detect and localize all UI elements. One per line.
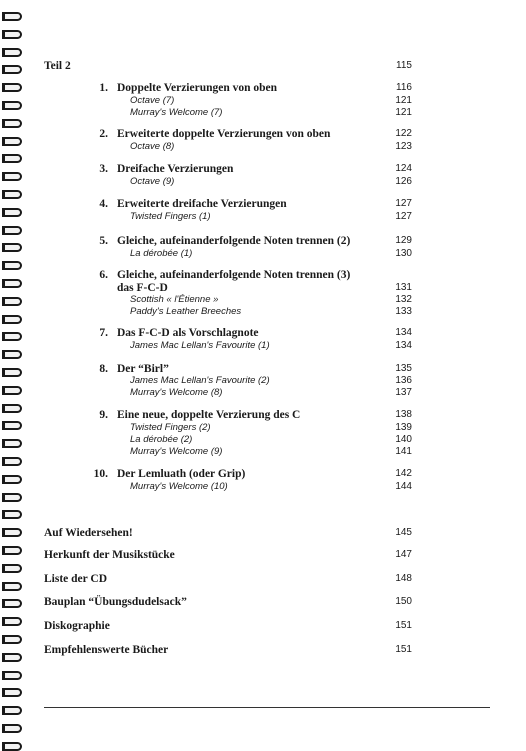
tune-entry [0, 294, 526, 306]
tune-title: La dérobée (2) [130, 434, 193, 445]
tune-page: 139 [395, 422, 412, 433]
tune-page: 123 [395, 141, 412, 152]
chapter-page: 138 [395, 409, 412, 420]
chapter-number: 2. [99, 128, 108, 140]
section-page: 151 [395, 620, 412, 631]
tune-title: Murray's Welcome (10) [130, 481, 228, 492]
tune-entry [0, 176, 526, 188]
chapter-number: 4. [99, 198, 108, 210]
chapter-2 [0, 128, 526, 140]
tune-title: Scottish « l'Étienne » [130, 294, 219, 305]
chapter-page: 131 [395, 282, 412, 293]
chapter-number: 9. [99, 409, 108, 421]
chapter-title: Erweiterte doppelte Verzierungen von oben [117, 128, 331, 140]
chapter-title: Doppelte Verzierungen von oben [117, 82, 278, 94]
chapter-title: Eine neue, doppelte Verzierung des C [117, 409, 301, 421]
part-heading [0, 60, 526, 72]
chapter-number: 8. [99, 363, 108, 375]
chapter-3 [0, 163, 526, 175]
tune-entry [0, 95, 526, 107]
section-entry [0, 596, 526, 608]
chapter-number: 7. [99, 327, 108, 339]
tune-page: 134 [395, 340, 412, 351]
chapter-10 [0, 468, 526, 480]
tune-title: Murray's Welcome (8) [130, 387, 223, 398]
tune-title: Twisted Fingers (1) [130, 211, 211, 222]
tune-page: 141 [395, 446, 412, 457]
section-title: Empfehlenswerte Bücher [44, 644, 169, 656]
tune-entry [0, 248, 526, 260]
chapter-number: 3. [99, 163, 108, 175]
tune-entry [0, 387, 526, 399]
tune-page: 144 [395, 481, 412, 492]
tune-entry [0, 434, 526, 446]
tune-entry [0, 422, 526, 434]
chapter-page: 129 [395, 235, 412, 246]
tune-page: 133 [395, 306, 412, 317]
section-title: Bauplan “Übungsdudelsack” [44, 596, 187, 608]
tune-entry [0, 306, 526, 318]
tune-entry [0, 375, 526, 387]
chapter-title: Gleiche, aufeinanderfolgende Noten trennen (3) [117, 269, 351, 281]
tune-title: Octave (7) [130, 95, 175, 106]
tune-title: Octave (9) [130, 176, 175, 187]
section-entry [0, 573, 526, 585]
tune-title: La dérobée (1) [130, 248, 193, 259]
chapter-9 [0, 409, 526, 421]
chapter-title: Das F-C-D als Vorschlagnote [117, 327, 259, 339]
chapter-number: 1. [99, 82, 108, 94]
chapter-title: Dreifache Verzierungen [117, 163, 234, 175]
tune-page: 140 [395, 434, 412, 445]
tune-title: Octave (8) [130, 141, 175, 152]
section-page: 151 [395, 644, 412, 655]
tune-page: 137 [395, 387, 412, 398]
tune-page: 121 [395, 95, 412, 106]
tune-page: 132 [395, 294, 412, 305]
chapter-page: 124 [395, 163, 412, 174]
tune-entry [0, 446, 526, 458]
tune-page: 121 [395, 107, 412, 118]
chapter-8 [0, 363, 526, 375]
tune-entry [0, 340, 526, 352]
tune-entry [0, 481, 526, 493]
section-title: Herkunft der Musikstücke [44, 549, 175, 561]
chapter-page: 135 [395, 363, 412, 374]
chapter-number: 5. [99, 235, 108, 247]
section-title: Liste der CD [44, 573, 108, 585]
chapter-page: 122 [395, 128, 412, 139]
tune-title: Paddy's Leather Breeches [130, 306, 242, 317]
chapter-5 [0, 235, 526, 247]
chapter-title: Gleiche, aufeinanderfolgende Noten trennen (2) [117, 235, 351, 247]
section-page: 150 [395, 596, 412, 607]
section-entry [0, 620, 526, 632]
section-entry [0, 644, 526, 656]
section-page: 148 [395, 573, 412, 584]
chapter-title: Erweiterte dreifache Verzierungen [117, 198, 287, 210]
chapter-6-title-cont [0, 282, 526, 294]
chapter-title: Der Lemluath (oder Grip) [117, 468, 246, 480]
chapter-7 [0, 327, 526, 339]
chapter-title: Der “Birl” [117, 363, 169, 375]
tune-title: James Mac Lellan's Favourite (1) [130, 340, 270, 351]
section-entry [0, 527, 526, 539]
section-page: 147 [395, 549, 412, 560]
chapter-title-continued: das F-C-D [117, 282, 168, 294]
tune-entry [0, 141, 526, 153]
section-entry [0, 549, 526, 561]
chapter-number: 6. [99, 269, 108, 281]
tune-page: 130 [395, 248, 412, 259]
chapter-page: 127 [395, 198, 412, 209]
chapter-page: 116 [396, 82, 412, 93]
tune-title: Murray's Welcome (7) [130, 107, 223, 118]
part-page: 115 [396, 60, 412, 71]
chapter-page: 134 [395, 327, 412, 338]
chapter-number: 10. [93, 468, 108, 480]
section-title: Auf Wiedersehen! [44, 527, 133, 539]
tune-entry [0, 107, 526, 119]
tune-page: 127 [395, 211, 412, 222]
tune-title: Twisted Fingers (2) [130, 422, 211, 433]
tune-page: 126 [395, 176, 412, 187]
section-page: 145 [395, 527, 412, 538]
tune-title: James Mac Lellan's Favourite (2) [130, 375, 270, 386]
chapter-1 [0, 82, 526, 94]
chapter-4 [0, 198, 526, 210]
footer-rule [44, 707, 490, 708]
tune-title: Murray's Welcome (9) [130, 446, 223, 457]
chapter-page: 142 [395, 468, 412, 479]
tune-page: 136 [395, 375, 412, 386]
tune-entry [0, 211, 526, 223]
chapter-6 [0, 269, 526, 281]
section-title: Diskographie [44, 620, 110, 632]
part-label: Teil 2 [44, 60, 71, 72]
